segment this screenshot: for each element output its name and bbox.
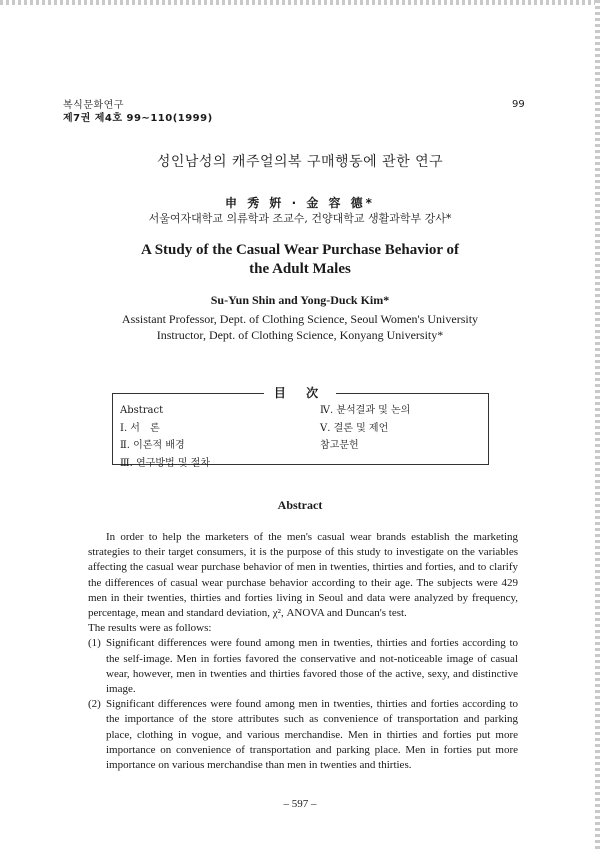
result-item (88, 636, 518, 697)
english-title-line-1: A Study of the Casual Wear Purchase Behavior of (140, 242, 460, 258)
korean-authors: 申 秀 姸 · 金 容 德* (225, 196, 375, 210)
page-number-top: 99 (512, 99, 525, 110)
english-affiliation (0, 311, 600, 343)
toc-item: Ⅳ. 분석결과 및 논의 (320, 405, 411, 416)
toc-item: Abstract (120, 405, 164, 416)
journal-header (63, 99, 213, 125)
english-title (0, 241, 600, 279)
scan-border-top (0, 0, 600, 5)
result-item (88, 697, 518, 773)
toc-right-column (320, 402, 410, 455)
toc-item: Ⅴ. 결론 및 제언 (320, 422, 389, 434)
page-number-footer: – 597 – (283, 798, 317, 810)
results-intro: The results were as follows: (88, 622, 212, 635)
toc-item: 참고문헌 (320, 440, 359, 451)
abstract-heading: Abstract (277, 498, 323, 512)
toc-title-text: 目 次 (264, 386, 336, 400)
toc-item: Ⅰ. 서 론 (120, 422, 160, 434)
result-item-text: Significant differences were found among men in twenties, thirties and forties according to the self-image. Men in forties favored the conservative and not-noticeable image of casual wear, however, men in twenties and thirties favored those of the active, sexy, and distinctive image. (106, 637, 518, 696)
abstract-body (88, 530, 518, 773)
toc-item: Ⅱ. 이론적 배경 (120, 440, 185, 451)
english-affiliation-line-1: Assistant Professor, Dept. of Clothing Science, Seoul Women's University (121, 312, 479, 326)
scan-border-right (595, 0, 600, 849)
abstract-paragraph: In order to help the marketers of the men's casual wear brands establish the marketing strategies to their target consumers, it is the purpose of this study to investigate on the variables affecting the casual wear purchase behavior of men in twenties, thirties and forties, and to clarify the differences of casual wear purchase behavior according to their age. The subjects were 429 men in their twenties, thirties and forties living in Seoul and data were analyzed by frequency, percentage, mean and standard deviation, χ², ANOVA and Duncan's test. (88, 531, 518, 620)
toc-left-column (120, 402, 210, 472)
english-title-line-2: the Adult Males (249, 261, 351, 277)
english-authors: Su-Yun Shin and Yong-Duck Kim* (210, 293, 390, 307)
result-item-number: (2) (88, 698, 101, 711)
result-item-number: (1) (88, 637, 101, 650)
korean-title: 성인남성의 캐주얼의복 구매행동에 관한 연구 (156, 154, 444, 170)
english-affiliation-line-2: Instructor, Dept. of Clothing Science, Konyang University* (156, 328, 444, 342)
toc-item: Ⅲ. 연구방법 및 절차 (120, 457, 210, 469)
journal-issue: 제7권 제4호 99∼110(1999) (63, 113, 213, 124)
korean-affiliation: 서울여자대학교 의류학과 조교수, 건양대학교 생활과학부 강사* (148, 212, 452, 225)
toc-title (0, 384, 600, 401)
result-item-text: Significant differences were found among men in twenties, thirties and forties according to the importance of the store attributes such as convenience of transportation and parking place, clothing in vogue, and various merchandise. Men in thirties and forties put more importance on convenience of transportation and parking place. Men in forties put more importance on various merchandise than men in twenties and thirties. (106, 698, 518, 772)
journal-name: 복식문화연구 (63, 100, 124, 111)
